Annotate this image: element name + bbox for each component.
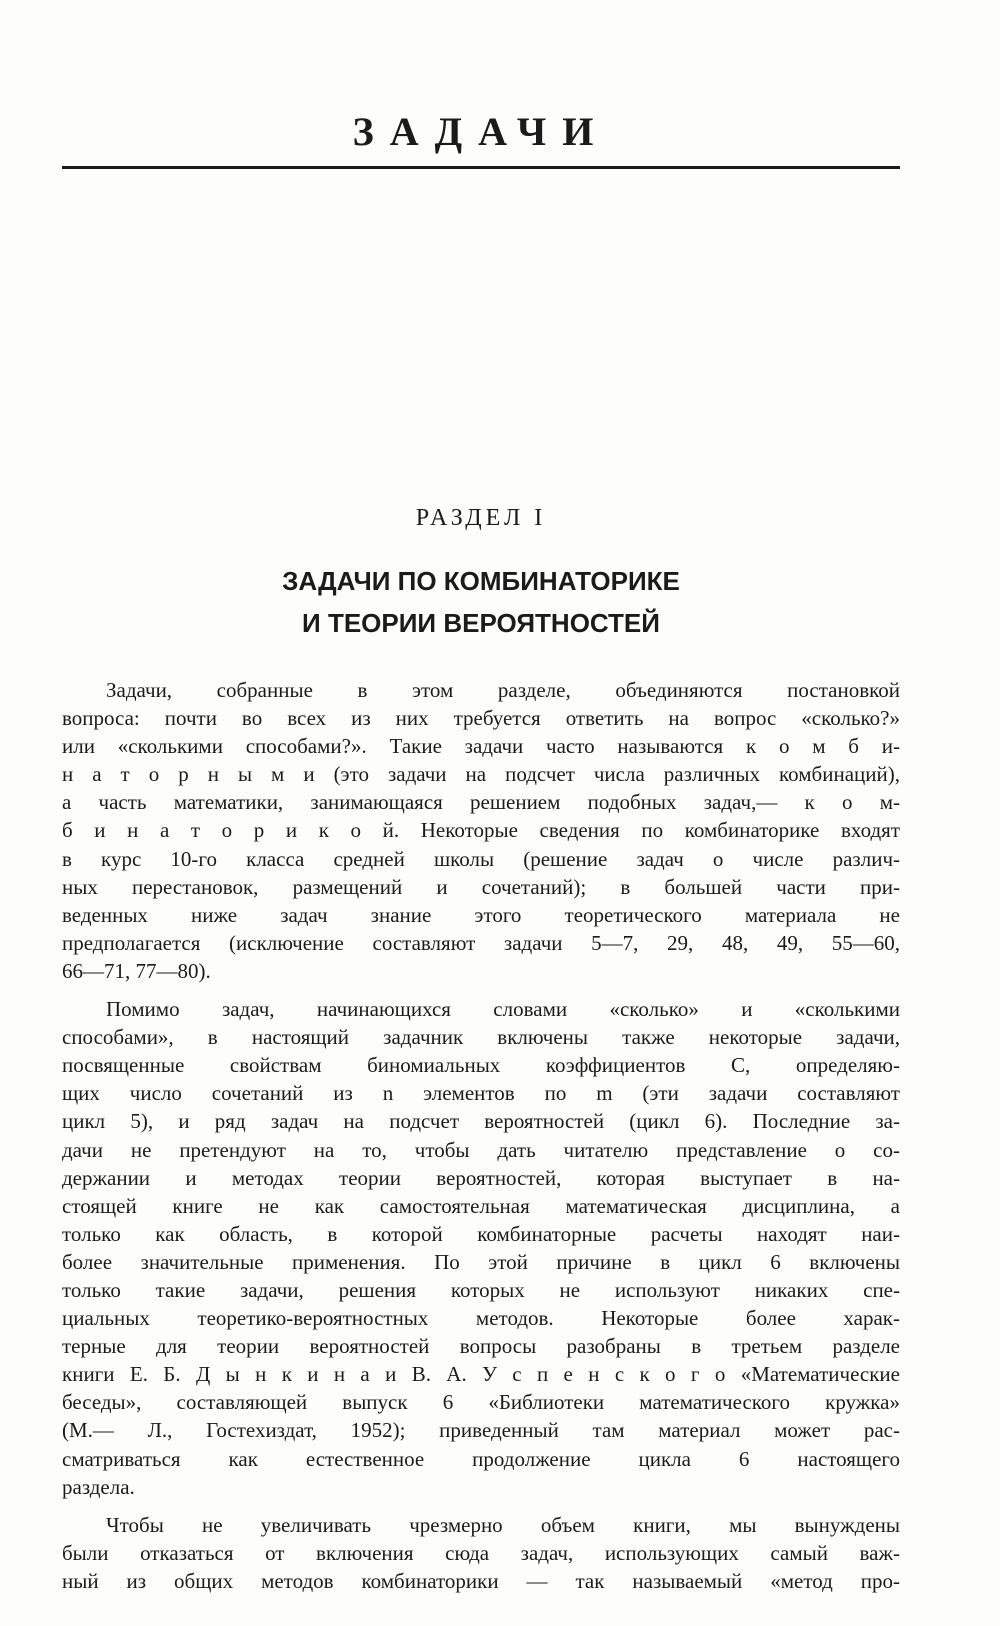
text-line: Чтобы не увеличивать чрезмерно объем книги, мы вынуждены xyxy=(106,1512,900,1537)
text-line: более значительные применения. По этой причине в цикл 6 включены xyxy=(62,1249,900,1274)
text-line: вопроса: почти во всех из них требуется ответить на вопрос «сколько?» xyxy=(62,706,900,731)
body-text xyxy=(62,676,900,1595)
text-line: ных перестановок, размещений и сочетаний); в большей части при- xyxy=(62,874,900,899)
section-heading-line-2: И ТЕОРИИ ВЕРОЯТНОСТЕЙ xyxy=(302,608,660,638)
text-line: ный из общих методов комбинаторики — так называемый «метод про- xyxy=(62,1568,900,1593)
paragraph-1 xyxy=(62,676,900,985)
text-line: (М.— Л., Гостехиздат, 1952); приведенный там материал может рас- xyxy=(62,1418,900,1443)
text-line: дачи не претендуют на то, чтобы дать читателю представление о со- xyxy=(62,1137,900,1162)
page-title: ЗАДАЧИ xyxy=(352,109,610,154)
text-line: б и н а т о р и к о й. Некоторые сведения по комбинаторике входят xyxy=(62,818,900,843)
text-line: посвященные свойствам биномиальных коэффициентов C, определяю- xyxy=(62,1053,900,1078)
paragraph-gap xyxy=(62,985,900,995)
paragraph-3 xyxy=(62,1511,900,1595)
text-line: терные для теории вероятностей вопросы разобраны в третьем разделе xyxy=(62,1334,900,1359)
text-line: только такие задачи, решения которых не используют никаких спе- xyxy=(62,1277,900,1302)
text-line: только как область, в которой комбинаторные расчеты находят наи- xyxy=(62,1221,900,1246)
text-line: веденных ниже задач знание этого теоретического материала не xyxy=(62,902,900,927)
text-line: держании и методах теории вероятностей, которая выступает в на- xyxy=(62,1165,900,1190)
text-line: были отказаться от включения сюда задач, использующих самый важ- xyxy=(62,1540,900,1565)
text-line: н а т о р н ы м и (это задачи на подсчет числа различных комбинаций), xyxy=(62,762,900,787)
text-line: раздела. xyxy=(62,1474,135,1499)
text-line: 66—71, 77—80). xyxy=(62,958,211,983)
text-line: Задачи, собранные в этом разделе, объединяются постановкой xyxy=(106,678,900,702)
section-label: РАЗДЕЛ I xyxy=(415,505,547,531)
paragraph-gap xyxy=(62,1501,900,1511)
text-line: щих число сочетаний из n элементов по m (эти задачи составляют xyxy=(62,1081,900,1106)
text-line: сматриваться как естественное продолжение цикла 6 настоящего xyxy=(62,1446,900,1471)
text-line: а часть математики, занимающаяся решением подобных задач,— к о м- xyxy=(62,790,900,815)
text-line: предполагается (исключение составляют задачи 5—7, 29, 48, 49, 55—60, xyxy=(62,930,900,955)
text-line: книги Е. Б. Д ы н к и н а и В. А. У с п е н с к о г о «Математические xyxy=(62,1362,900,1387)
title-rule xyxy=(62,166,900,169)
section-heading-line-1: ЗАДАЧИ ПО КОМБИНАТОРИКЕ xyxy=(282,566,680,596)
text-line: цикл 5), и ряд задач на подсчет вероятностей (цикл 6). Последние за- xyxy=(62,1109,900,1134)
text-line: стоящей книге не как самостоятельная математическая дисциплина, а xyxy=(62,1193,900,1218)
text-line: беседы», составляющей выпуск 6 «Библиотеки математического кружка» xyxy=(62,1390,900,1415)
text-line: в курс 10-го класса средней школы (решение задач о числе различ- xyxy=(62,846,900,871)
section-heading xyxy=(62,560,900,644)
text-line: Помимо задач, начинающихся словами «сколько» и «сколькими xyxy=(106,997,900,1022)
paragraph-2 xyxy=(62,995,900,1501)
text-line: циальных теоретико-вероятностных методов. Некоторые более харак- xyxy=(62,1306,900,1331)
text-line: способами», в настоящий задачник включены также некоторые задачи, xyxy=(62,1025,900,1050)
text-line: или «сколькими способами?». Такие задачи часто называются к о м б и- xyxy=(62,734,900,759)
